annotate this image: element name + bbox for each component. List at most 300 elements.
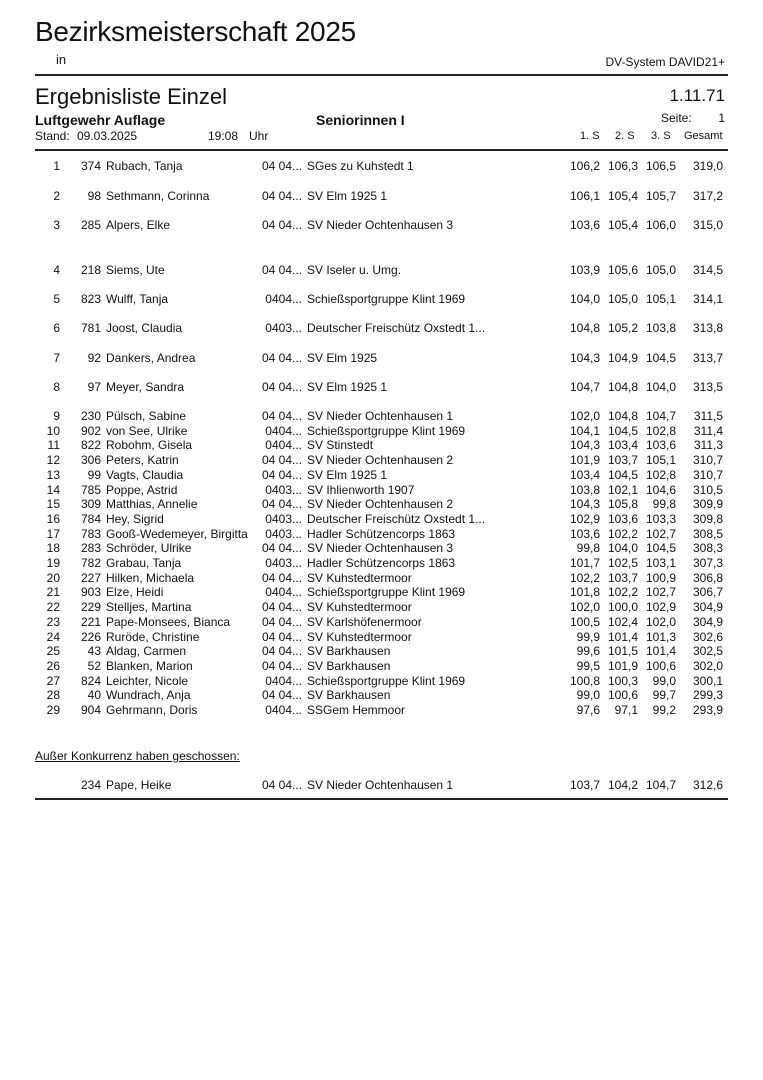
start-number-cell: 97: [87, 380, 101, 394]
column-header-s2: 2. S: [615, 130, 635, 142]
series-2-cell: 105,4: [607, 218, 638, 232]
series-1-cell: 102,2: [569, 570, 600, 585]
club-name-cell: SV Nieder Ochtenhausen 1: [307, 409, 454, 423]
series-2-cell: 103,7: [607, 570, 638, 585]
shooter-name-cell: Hey, Sigrid: [106, 511, 164, 526]
total-cell: 312,6: [692, 778, 723, 792]
column-header-s3: 3. S: [651, 130, 671, 142]
club-code-cell: 04 04...: [262, 688, 303, 703]
series-2-cell: 104,9: [607, 351, 638, 365]
series-2-cell: 101,9: [607, 658, 638, 673]
total-cell: 319,0: [692, 159, 723, 173]
shooter-name-cell: Grabau, Tanja: [106, 556, 182, 570]
table-row: [0, 659, 763, 674]
shooter-name-cell: Peters, Katrin: [106, 453, 179, 468]
start-number-cell: 285: [80, 218, 101, 232]
series-1-cell: 103,8: [569, 482, 600, 497]
shooter-name-cell: Pape, Heike: [106, 778, 172, 792]
series-3-cell: 99,7: [652, 688, 676, 703]
rank-cell: 7: [53, 351, 60, 365]
club-name-cell: SV Karlshöfenermoor: [307, 614, 422, 629]
club-code-cell: 04 04...: [262, 600, 303, 615]
table-row: [0, 703, 763, 718]
rank-cell: 17: [46, 526, 60, 541]
stand-time-unit: Uhr: [249, 129, 269, 143]
table-row: [0, 497, 763, 512]
club-code-cell: 0404...: [265, 423, 302, 438]
rank-cell: 18: [46, 541, 60, 556]
rank-cell: 21: [46, 585, 60, 600]
shooter-name-cell: Blanken, Marion: [106, 658, 193, 673]
series-2-cell: 100,3: [607, 673, 638, 688]
table-row: [0, 321, 763, 336]
total-cell: 310,5: [692, 482, 723, 497]
club-code-cell: 0404...: [265, 292, 302, 306]
club-name-cell: SV Nieder Ochtenhausen 2: [307, 497, 454, 512]
club-name-cell: SV Stinstedt: [307, 438, 374, 453]
series-3-cell: 105,1: [645, 453, 676, 468]
series-2-cell: 104,2: [607, 778, 638, 792]
table-row: [0, 630, 763, 645]
club-code-cell: 04 04...: [262, 541, 303, 556]
series-3-cell: 103,3: [645, 511, 676, 526]
ausser-konkurrenz-heading: Außer Konkurrenz haben geschossen:: [35, 749, 240, 763]
series-1-cell: 99,9: [576, 629, 600, 644]
club-name-cell: SV Elm 1925: [307, 351, 378, 365]
series-3-cell: 102,8: [645, 423, 676, 438]
shooter-name-cell: Leichter, Nicole: [106, 673, 189, 688]
series-3-cell: 102,7: [645, 526, 676, 541]
series-1-cell: 99,6: [576, 644, 600, 659]
club-name-cell: SV Iseler u. Umg.: [307, 263, 402, 277]
divider: [35, 74, 728, 76]
rank-cell: 27: [46, 673, 60, 688]
series-3-cell: 106,0: [645, 218, 676, 232]
series-1-cell: 102,0: [569, 600, 600, 615]
total-cell: 293,9: [692, 703, 723, 717]
start-number-cell: 904: [80, 703, 101, 717]
class-name: Seniorinnen I: [316, 112, 405, 128]
page-number: 1: [718, 111, 725, 125]
start-number-cell: 99: [87, 467, 101, 482]
stand-time: 19:08: [208, 129, 239, 143]
series-1-cell: 102,9: [569, 511, 600, 526]
table-row: [0, 585, 763, 600]
series-3-cell: 99,2: [652, 703, 676, 717]
series-2-cell: 105,2: [607, 321, 638, 335]
start-number-cell: 221: [80, 614, 101, 629]
club-code-cell: 0404...: [265, 585, 302, 600]
series-1-cell: 104,3: [569, 351, 600, 365]
rank-cell: 16: [46, 511, 60, 526]
rank-cell: 6: [53, 321, 60, 335]
rank-cell: 10: [46, 423, 60, 438]
shooter-name-cell: Dankers, Andrea: [106, 351, 196, 365]
discipline: Luftgewehr Auflage: [35, 112, 166, 128]
club-name-cell: SV Kuhstedtermoor: [307, 600, 412, 615]
list-code: 1.11.71: [669, 86, 725, 105]
divider: [35, 798, 728, 800]
series-1-cell: 106,2: [569, 159, 600, 173]
series-3-cell: 102,0: [645, 614, 676, 629]
series-1-cell: 100,8: [569, 673, 600, 688]
system-label: DV-System DAVID21+: [605, 55, 725, 69]
club-code-cell: 0404...: [265, 438, 302, 453]
series-2-cell: 104,5: [607, 423, 638, 438]
start-number-cell: 98: [87, 189, 101, 203]
total-cell: 304,9: [692, 614, 723, 629]
start-number-cell: 782: [80, 556, 101, 570]
club-name-cell: SV Elm 1925 1: [307, 467, 388, 482]
start-number-cell: 903: [80, 585, 101, 600]
table-row: [0, 778, 763, 793]
shooter-name-cell: Wulff, Tanja: [106, 292, 169, 306]
club-code-cell: 04 04...: [262, 453, 303, 468]
shooter-name-cell: Pülsch, Sabine: [106, 409, 187, 423]
start-number-cell: 43: [87, 644, 101, 659]
rank-cell: 2: [53, 189, 60, 203]
series-3-cell: 103,1: [645, 556, 676, 570]
rank-cell: 11: [47, 438, 60, 453]
rank-cell: 24: [46, 629, 60, 644]
series-3-cell: 101,4: [645, 644, 676, 659]
table-row: [0, 644, 763, 659]
total-cell: 306,8: [692, 570, 723, 585]
page-label: Seite:: [661, 111, 692, 125]
table-row: [0, 541, 763, 556]
club-name-cell: SV Barkhausen: [307, 644, 391, 659]
club-name-cell: SV Barkhausen: [307, 658, 391, 673]
table-row: [0, 615, 763, 630]
table-row: [0, 674, 763, 689]
rank-cell: 14: [46, 482, 60, 497]
total-cell: 309,8: [692, 511, 723, 526]
start-number-cell: 374: [80, 159, 101, 173]
start-number-cell: 824: [80, 673, 101, 688]
start-number-cell: 52: [87, 658, 101, 673]
start-number-cell: 783: [80, 526, 101, 541]
series-3-cell: 99,8: [652, 497, 676, 512]
series-1-cell: 99,8: [576, 541, 600, 556]
shooter-name-cell: Robohm, Gisela: [106, 438, 193, 453]
shooter-name-cell: Siems, Ute: [106, 263, 165, 277]
table-row: [0, 483, 763, 498]
club-code-cell: 04 04...: [262, 644, 303, 659]
shooter-name-cell: Elze, Heidi: [106, 585, 164, 600]
shooter-name-cell: Pape-Monsees, Bianca: [106, 614, 231, 629]
total-cell: 311,4: [693, 423, 723, 438]
series-2-cell: 103,7: [607, 453, 638, 468]
shooter-name-cell: Hilken, Michaela: [106, 570, 195, 585]
series-2-cell: 106,3: [607, 159, 638, 173]
series-2-cell: 104,8: [607, 409, 638, 423]
rank-cell: 3: [53, 218, 60, 232]
total-cell: 317,2: [692, 189, 723, 203]
table-row: [0, 468, 763, 483]
table-row: [0, 189, 763, 204]
club-name-cell: SV Nieder Ochtenhausen 3: [307, 218, 454, 232]
club-name-cell: Schießsportgruppe Klint 1969: [307, 292, 466, 306]
club-name-cell: SV Kuhstedtermoor: [307, 570, 412, 585]
series-2-cell: 102,1: [607, 482, 638, 497]
series-3-cell: 104,7: [645, 778, 676, 792]
table-row: [0, 409, 763, 424]
club-code-cell: 0403...: [265, 511, 302, 526]
series-3-cell: 102,9: [645, 600, 676, 615]
series-2-cell: 101,5: [607, 644, 638, 659]
table-row: [0, 380, 763, 395]
total-cell: 310,7: [692, 467, 723, 482]
shooter-name-cell: Gehrmann, Doris: [106, 703, 198, 717]
rank-cell: 20: [46, 570, 60, 585]
start-number-cell: 902: [80, 423, 101, 438]
total-cell: 313,5: [692, 380, 723, 394]
start-number-cell: 823: [80, 292, 101, 306]
rank-cell: 8: [53, 380, 60, 394]
club-code-cell: 04 04...: [262, 614, 303, 629]
table-row: [0, 438, 763, 453]
club-code-cell: 0404...: [265, 673, 302, 688]
club-name-cell: Deutscher Freischütz Oxstedt 1...: [307, 321, 486, 335]
total-cell: 306,7: [692, 585, 723, 600]
start-number-cell: 92: [87, 351, 101, 365]
club-code-cell: 0403...: [265, 556, 302, 570]
shooter-name-cell: Sethmann, Corinna: [106, 189, 210, 203]
club-code-cell: 0404...: [265, 703, 302, 717]
start-number-cell: 40: [87, 688, 101, 703]
table-row: [0, 263, 763, 278]
shooter-name-cell: von See, Ulrike: [106, 423, 188, 438]
start-number-cell: 227: [80, 570, 101, 585]
total-cell: 311,3: [693, 438, 723, 453]
series-1-cell: 99,5: [576, 658, 600, 673]
club-name-cell: Deutscher Freischütz Oxstedt 1...: [307, 511, 486, 526]
series-1-cell: 104,1: [569, 423, 600, 438]
series-1-cell: 101,9: [569, 453, 600, 468]
club-name-cell: Hadler Schützencorps 1863: [307, 556, 456, 570]
club-code-cell: 04 04...: [262, 218, 303, 232]
total-cell: 309,9: [692, 497, 723, 512]
club-name-cell: Schießsportgruppe Klint 1969: [307, 423, 466, 438]
rank-cell: 4: [53, 263, 60, 277]
series-3-cell: 100,9: [645, 570, 676, 585]
series-1-cell: 97,6: [576, 703, 600, 717]
column-header-total: Gesamt: [684, 130, 723, 142]
series-2-cell: 104,5: [607, 467, 638, 482]
table-row: [0, 688, 763, 703]
total-cell: 304,9: [692, 600, 723, 615]
series-1-cell: 106,1: [569, 189, 600, 203]
club-name-cell: SV Elm 1925 1: [307, 189, 388, 203]
series-2-cell: 105,6: [607, 263, 638, 277]
series-3-cell: 103,6: [645, 438, 676, 453]
table-row: [0, 571, 763, 586]
rank-cell: 12: [46, 453, 60, 468]
series-2-cell: 100,6: [607, 688, 638, 703]
shooter-name-cell: Alpers, Elke: [106, 218, 171, 232]
club-code-cell: 0403...: [265, 482, 302, 497]
rank-cell: 1: [53, 159, 60, 173]
series-3-cell: 104,6: [645, 482, 676, 497]
shooter-name-cell: Wundrach, Anja: [106, 688, 191, 703]
document-title: Bezirksmeisterschaft 2025: [35, 16, 356, 47]
stand-label: Stand:: [35, 129, 70, 143]
shooter-name-cell: Joost, Claudia: [106, 321, 183, 335]
location-prefix: in: [56, 52, 67, 67]
rank-cell: 29: [46, 703, 60, 717]
divider: [35, 149, 728, 151]
club-code-cell: 04 04...: [262, 159, 303, 173]
club-code-cell: 04 04...: [262, 351, 303, 365]
total-cell: 313,8: [692, 321, 723, 335]
series-3-cell: 103,8: [645, 321, 676, 335]
club-code-cell: 04 04...: [262, 409, 303, 423]
rank-cell: 9: [53, 409, 60, 423]
club-name-cell: SV Ihlienworth 1907: [307, 482, 415, 497]
table-row: [0, 527, 763, 542]
club-code-cell: 04 04...: [262, 380, 303, 394]
column-header-s1: 1. S: [580, 130, 600, 142]
table-row: [0, 159, 763, 174]
series-1-cell: 103,4: [569, 467, 600, 482]
club-code-cell: 0403...: [265, 526, 302, 541]
series-3-cell: 106,5: [645, 159, 676, 173]
series-1-cell: 99,0: [576, 688, 600, 703]
series-3-cell: 105,0: [645, 263, 676, 277]
series-2-cell: 104,0: [607, 541, 638, 556]
club-name-cell: SGes zu Kuhstedt 1: [307, 159, 414, 173]
series-1-cell: 103,6: [569, 526, 600, 541]
total-cell: 311,5: [693, 409, 723, 423]
shooter-name-cell: Meyer, Sandra: [106, 380, 185, 394]
series-1-cell: 104,7: [569, 380, 600, 394]
table-row: [0, 600, 763, 615]
series-2-cell: 103,6: [607, 511, 638, 526]
series-2-cell: 102,2: [607, 585, 638, 600]
club-code-cell: 04 04...: [262, 189, 303, 203]
series-3-cell: 102,7: [645, 585, 676, 600]
series-2-cell: 102,2: [607, 526, 638, 541]
start-number-cell: 784: [80, 511, 101, 526]
club-code-cell: 04 04...: [262, 778, 303, 792]
series-2-cell: 103,4: [607, 438, 638, 453]
shooter-name-cell: Poppe, Astrid: [106, 482, 178, 497]
total-cell: 308,3: [692, 541, 723, 556]
stand-date: 09.03.2025: [77, 129, 138, 143]
table-row: [0, 512, 763, 527]
total-cell: 314,5: [692, 263, 723, 277]
total-cell: 299,3: [692, 688, 723, 703]
shooter-name-cell: Aldag, Carmen: [106, 644, 187, 659]
club-code-cell: 04 04...: [262, 658, 303, 673]
shooter-name-cell: Gooß-Wedemeyer, Birgitta: [106, 526, 248, 541]
start-number-cell: 785: [80, 482, 101, 497]
table-row: [0, 556, 763, 571]
series-3-cell: 100,6: [645, 658, 676, 673]
shooter-name-cell: Schröder, Ulrike: [106, 541, 192, 556]
start-number-cell: 218: [80, 263, 101, 277]
start-number-cell: 226: [80, 629, 101, 644]
club-name-cell: SV Nieder Ochtenhausen 1: [307, 778, 454, 792]
series-3-cell: 105,1: [645, 292, 676, 306]
start-number-cell: 781: [80, 321, 101, 335]
series-3-cell: 105,7: [645, 189, 676, 203]
start-number-cell: 822: [80, 438, 101, 453]
club-code-cell: 04 04...: [262, 629, 303, 644]
rank-cell: 19: [46, 556, 60, 570]
series-2-cell: 105,0: [607, 292, 638, 306]
total-cell: 302,5: [692, 644, 723, 659]
series-3-cell: 102,8: [645, 467, 676, 482]
table-row: [0, 218, 763, 233]
series-1-cell: 103,9: [569, 263, 600, 277]
shooter-name-cell: Matthias, Annelie: [106, 497, 198, 512]
series-2-cell: 104,8: [607, 380, 638, 394]
club-name-cell: Hadler Schützencorps 1863: [307, 526, 456, 541]
start-number-cell: 230: [80, 409, 101, 423]
series-3-cell: 104,7: [645, 409, 676, 423]
shooter-name-cell: Ruröde, Christine: [106, 629, 200, 644]
rank-cell: 22: [46, 600, 60, 615]
club-code-cell: 04 04...: [262, 263, 303, 277]
club-name-cell: SV Nieder Ochtenhausen 2: [307, 453, 454, 468]
series-1-cell: 100,5: [569, 614, 600, 629]
total-cell: 313,7: [692, 351, 723, 365]
series-2-cell: 97,1: [614, 703, 638, 717]
series-1-cell: 103,7: [569, 778, 600, 792]
series-2-cell: 102,4: [607, 614, 638, 629]
rank-cell: 13: [46, 467, 60, 482]
shooter-name-cell: Vagts, Claudia: [106, 467, 184, 482]
total-cell: 302,6: [692, 629, 723, 644]
total-cell: 314,1: [692, 292, 723, 306]
shooter-name-cell: Stelljes, Martina: [106, 600, 192, 615]
total-cell: 300,1: [692, 673, 723, 688]
club-name-cell: Schießsportgruppe Klint 1969: [307, 673, 466, 688]
series-1-cell: 104,0: [569, 292, 600, 306]
table-row: [0, 424, 763, 439]
rank-cell: 5: [53, 292, 60, 306]
series-2-cell: 101,4: [607, 629, 638, 644]
start-number-cell: 229: [80, 600, 101, 615]
series-3-cell: 99,0: [652, 673, 676, 688]
table-row: [0, 351, 763, 366]
series-1-cell: 104,3: [569, 497, 600, 512]
rank-cell: 26: [46, 658, 60, 673]
series-2-cell: 102,5: [607, 556, 638, 570]
club-code-cell: 0403...: [265, 321, 302, 335]
series-1-cell: 101,7: [569, 556, 600, 570]
rank-cell: 25: [46, 644, 60, 659]
club-name-cell: SV Elm 1925 1: [307, 380, 388, 394]
rank-cell: 23: [46, 614, 60, 629]
series-3-cell: 104,5: [645, 541, 676, 556]
club-name-cell: SV Kuhstedtermoor: [307, 629, 412, 644]
club-code-cell: 04 04...: [262, 467, 303, 482]
list-title: Ergebnisliste Einzel: [35, 84, 227, 109]
series-3-cell: 104,0: [645, 380, 676, 394]
club-name-cell: SV Nieder Ochtenhausen 3: [307, 541, 454, 556]
club-name-cell: SSGem Hemmoor: [307, 703, 406, 717]
series-3-cell: 101,3: [645, 629, 676, 644]
total-cell: 315,0: [692, 218, 723, 232]
start-number-cell: 309: [80, 497, 101, 512]
start-number-cell: 306: [80, 453, 101, 468]
total-cell: 307,3: [692, 556, 723, 570]
start-number-cell: 234: [80, 778, 101, 792]
series-1-cell: 102,0: [569, 409, 600, 423]
series-2-cell: 100,0: [607, 600, 638, 615]
